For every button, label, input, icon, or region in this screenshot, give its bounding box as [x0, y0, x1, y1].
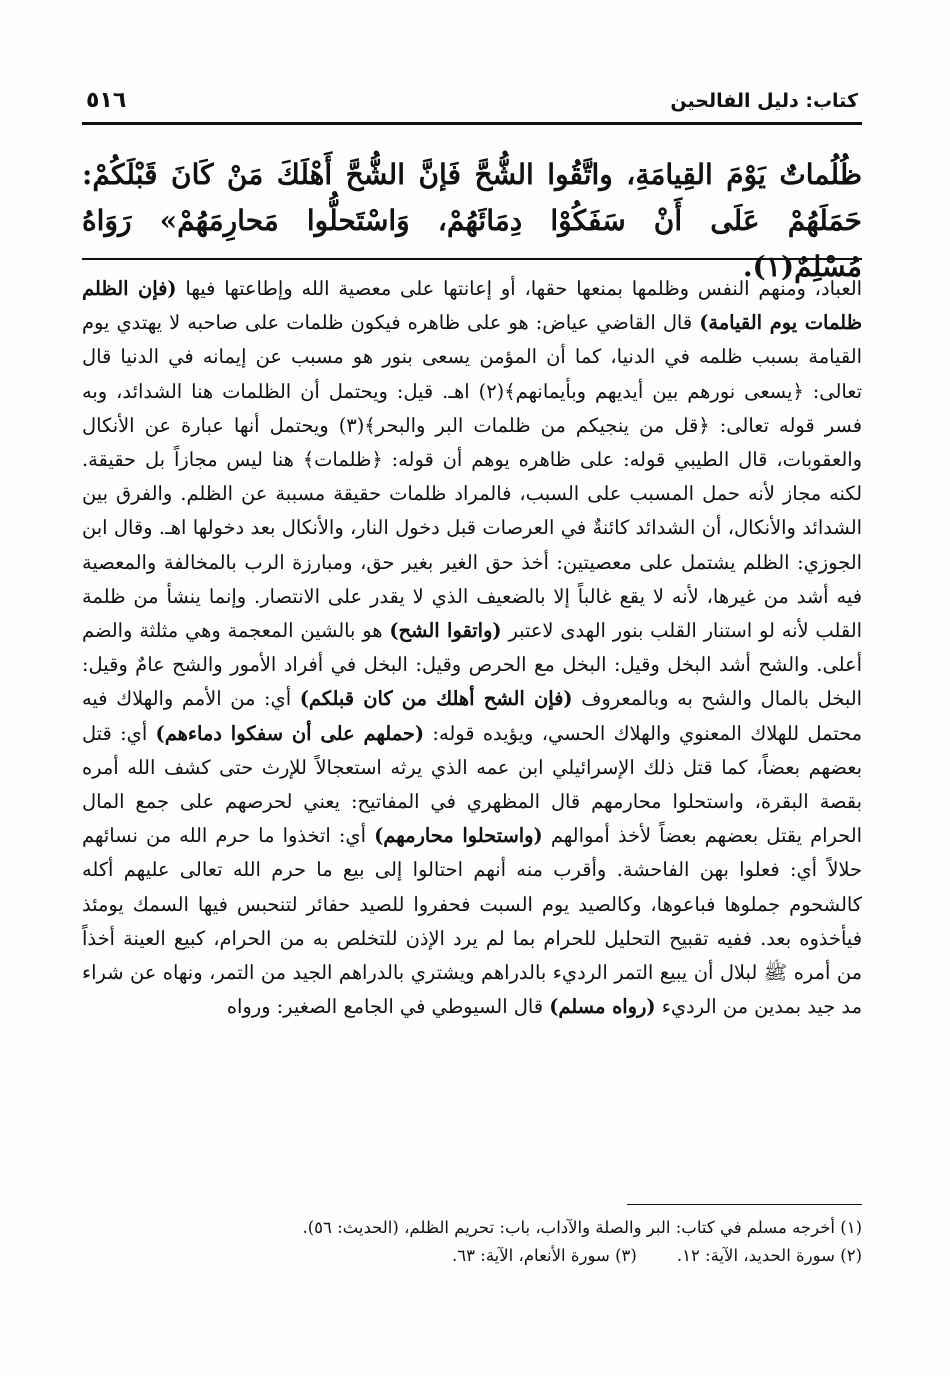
commentary-text: أي: قتل بعضهم بعضاً، كما قتل ذلك الإسرائيلي ابن عمه الذي يرثه استعجالاً للإرث حتى كشف الله أمره بقصة البقرة، واستحلوا محارمهم قال المظهري في المفاتيح: يعني لحرصهم على جمع المال الحرام يقتل بعضهم بعضاً لأخذ أموالهم [82, 721, 862, 848]
quoted-phrase: (واستحلوا محارمهم) [374, 824, 543, 848]
quoted-phrase: (فإن الظلم ظلمات يوم القيامة) [82, 277, 863, 335]
footnote-3: (٣) سورة الأنعام، الآية: ٦٣. [452, 1246, 637, 1265]
commentary-text: قال القاضي عياض: هو على ظاهره فيكون ظلمات على صاحبه لا يهتدي يوم القيامة بسبب ظلمه في الدنيا، كما أن المؤمن يسعى بنور هو مسبب عن إيمانه في الدنيا قال تعالى: ﴿يسعى نورهم بين أيديهم وبأيمانهم﴾(٢) اهـ. قيل: ويحتمل أن الظلمات هنا الشدائد، وبه فسر قوله تعالى: ﴿قل من ينجيكم من ظلمات البر والبحر﴾(٣) ويحتمل أنها عبارة عن الأنكال والعقوبات، قال الطيبي قوله: على ظاهره يوهم أن قوله: ﴿ظلمات﴾ هنا ليس مجازاً بل حقيقة. لكنه مجاز لأنه حمل المسبب على السبب، فالمراد ظلمات حقيقة مسببة عن الظلم. والفرق بين الشدائد والأنكال، أن الشدائد كائنةٌ في العرصات قبل دخول النار، والأنكال بعد دخولها اهـ. وقال ابن الجوزي: الظلم يشتمل على معصيتين: أخذ حق الغير بغير حق، ومبارزة الرب بالمخالفة والمعصية فيه أشد من غيرها، لأنه لا يقع غالباً إلا بالضعيف الذي لا يقدر على الانتصار. وإنما ينشأ من ظلمة القلب لأنه لو استنار القلب بنور الهدى لاعتبر [82, 311, 863, 643]
commentary-text: قال السيوطي في الجامع الصغير: ورواه [226, 995, 550, 1019]
commentary-text: هو بالشين المعجمة وهي مثلثة والضم أعلى. والشح أشد البخل وقيل: البخل مع الحرص وقيل: البخل في أفراد الأمور والشح عامٌ وقيل: البخل بالمال والشح به وبالمعروف [82, 619, 863, 711]
commentary-text: العباد، ومنهم النفس وظلمها بمنعها حقها، أو إعانتها على معصية الله وإطاعتها فيها [176, 277, 862, 300]
footnote-row [82, 1242, 862, 1270]
page-number: ٥١٦ [86, 88, 127, 113]
book-title: كتاب: دليل الفالحين [670, 90, 858, 112]
quoted-phrase: (حملهم على أن سفكوا دماءهم) [155, 721, 425, 745]
hadith-text: ظُلُماتٌ يَوْمَ القِيامَةِ، واتَّقُوا الشُّحَّ فَإنَّ الشُّحَّ أَهْلَكَ مَنْ كَانَ قَبْلَكُمْ: حَمَلَهُمْ عَلَى أَنْ سَفَكُوْا دِمَائَهُمْ، وَاسْتَحلُّوا مَحارِمَهُمْ» رَوَاهُ مُسْلِمٌ(١). [82, 158, 862, 283]
footnotes [82, 1214, 862, 1270]
hadith-divider [82, 258, 862, 260]
commentary-text: أي: اتخذوا ما حرم الله من نسائهم حلالاً أي: فعلوا بهن الفاحشة. وأقرب منه أنهم احتالوا إلى بيع ما حرم الله تعالى عليهم أكله كالشحوم جملوها فباعوها، وكالصيد يوم السبت فحفروا للصيد حفائر لتنحبس فيها السمك يومئذ فيأخذوه بعد. ففيه تقبيح التحليل للحرام بما لم يرد الإذن للتخلص به من الحرام، كبيع العينة أخذاً من أمره ﷺ لبلال أن يبيع التمر الرديء بالدراهم ويشتري بالدراهم الجيد من التمر، ونهاه عن شراء مد جيد بمدين من الرديء [82, 824, 862, 1019]
quoted-phrase: (واتقوا الشح) [389, 619, 502, 643]
footnote-1: (١) أخرجه مسلم في كتاب: البر والصلة والآداب، باب: تحريم الظلم، (الحديث: ٥٦). [302, 1218, 862, 1237]
quoted-phrase: (رواه مسلم) [549, 995, 656, 1019]
commentary-paragraph [82, 272, 862, 1024]
footnote-divider [627, 1204, 862, 1205]
commentary-text: أي: من الأمم والهلاك فيه محتمل للهلاك المعنوي والهلاك الحسي، ويؤيده قوله: [82, 687, 863, 745]
footnote-2: (٢) سورة الحديد، الآية: ١٢. [676, 1246, 862, 1265]
running-header [82, 88, 862, 125]
quoted-phrase: (فإن الشح أهلك من كان قبلكم) [299, 687, 573, 711]
commentary-body [82, 272, 862, 1024]
